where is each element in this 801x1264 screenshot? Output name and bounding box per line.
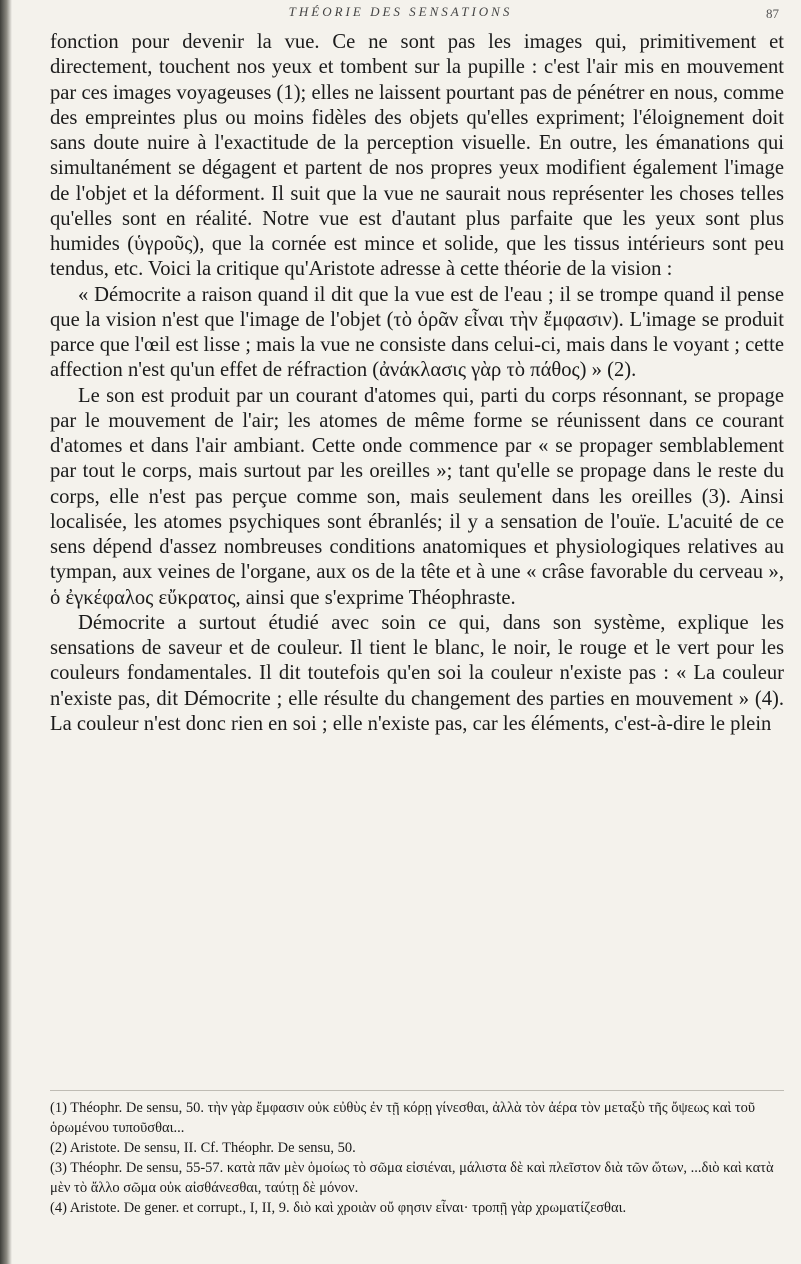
paragraph-sound: Le son est produit par un courant d'atomes qui, parti du corps résonnant, se propage par le mouvement de l'air; les atomes de même forme se réunissent dans ce courant d'atomes et dans l'air ambiant. Cette onde commence par « se propager semblablement par tout le corps, mais surtout par les oreilles »; tant qu'elle se propage dans le reste du corps, elle n'est pas perçue comme son, mais seulement dans les oreilles (3). Ainsi localisée, les atomes psychiques sont ébranlés; il y a sensation de l'ouïe. L'acuité de ce sens dépend d'assez nombreuses conditions anatomiques et physiologiques relatives au tympan, aux veines de l'organe, aux os de la tête et à une « crâse favorable du cerveau », ὁ ἐγκέφαλος εὔκρατος, ainsi que s'exprime Théophraste. [50,384,784,609]
page-binding-edge [0,0,12,1264]
body-text [50,30,784,737]
footnote-3: (3) Théophr. De sensu, 55-57. κατὰ πᾶν μὲν ὁμοίως τὸ σῶμα εἰσιέναι, μάλιστα δὲ καὶ πλεῖστον διὰ τῶν ὤτων, ...διὸ καὶ κατὰ μὲν τὸ ἄλλο σῶμα οὐκ αἰσθάνεσθαι, ταύτῃ δὲ μόνον. [50,1160,774,1196]
paragraph-aristotle-quote: « Démocrite a raison quand il dit que la vue est de l'eau ; il se trompe quand il pense que la vision n'est que l'image de l'objet (τὸ ὁρᾶν εἶναι τὴν ἔμφασιν). L'image se produit parce que l'œil est lisse ; mais la vue ne consiste dans celui-ci, mais dans le voyant ; cette affection n'est qu'un effet de réfraction (ἀνάκλασις γὰρ τὸ πάθος) » (2). [50,283,784,382]
paragraph-vision: fonction pour devenir la vue. Ce ne sont pas les images qui, primitivement et directement, touchent nos yeux et tombent sur la pupille : c'est l'air mis en mouvement par ces images voyageuses (1); elles ne laissent pourtant pas de pénétrer en nous, comme des empreintes plus ou moins fidèles des objets qu'elles expriment; l'éloignement doit sans doute nuire à l'exactitude de la perception visuelle. En outre, les émanations qui simultanément se dégagent et partent de nos propres yeux modifient également l'image de l'objet et la déforment. Il suit que la vue ne saurait nous représenter les choses telles qu'elles sont en réalité. Notre vue est d'autant plus parfaite que les yeux sont plus humides (ὑγροῦς), que la cornée est mince et solide, que les tissus intérieurs sont peu tendus, etc. Voici la critique qu'Aristote adresse à cette théorie de la vision : [50,31,784,281]
running-title: THÉORIE DES SENSATIONS [288,4,513,19]
footnote-2: (2) Aristote. De sensu, II. Cf. Théophr. De sensu, 50. [50,1140,356,1156]
footnotes [50,1098,784,1218]
footnote-4: (4) Aristote. De gener. et corrupt., I, II, 9. διὸ καὶ χροιὰν οὔ φησιν εἶναι· τροπῇ γὰρ χρωματίζεσθαι. [50,1200,627,1216]
paragraph-color: Démocrite a surtout étudié avec soin ce qui, dans son système, explique les sensations de saveur et de couleur. Il tient le blanc, le noir, le rouge et le vert pour les couleurs fondamentales. Il dit toutefois qu'en soi la couleur n'existe pas : « La couleur n'existe pas, dit Démocrite ; elle résulte du changement des parties en mouvement » (4). La couleur n'est donc rien en soi ; elle n'existe pas, car les éléments, c'est-à-dire le plein [50,611,784,735]
running-head [0,2,801,24]
footnote-1: (1) Théophr. De sensu, 50. τὴν γὰρ ἔμφασιν οὐκ εὐθὺς ἐν τῇ κόρῃ γίνεσθαι, ἀλλὰ τὸν ἀέρα τὸν μεταξὺ τῆς ὄψεως καὶ τοῦ ὁρωμένου τυποῦσθαι... [50,1100,756,1136]
footnote-divider [50,1090,784,1091]
page-number: 87 [766,6,779,21]
